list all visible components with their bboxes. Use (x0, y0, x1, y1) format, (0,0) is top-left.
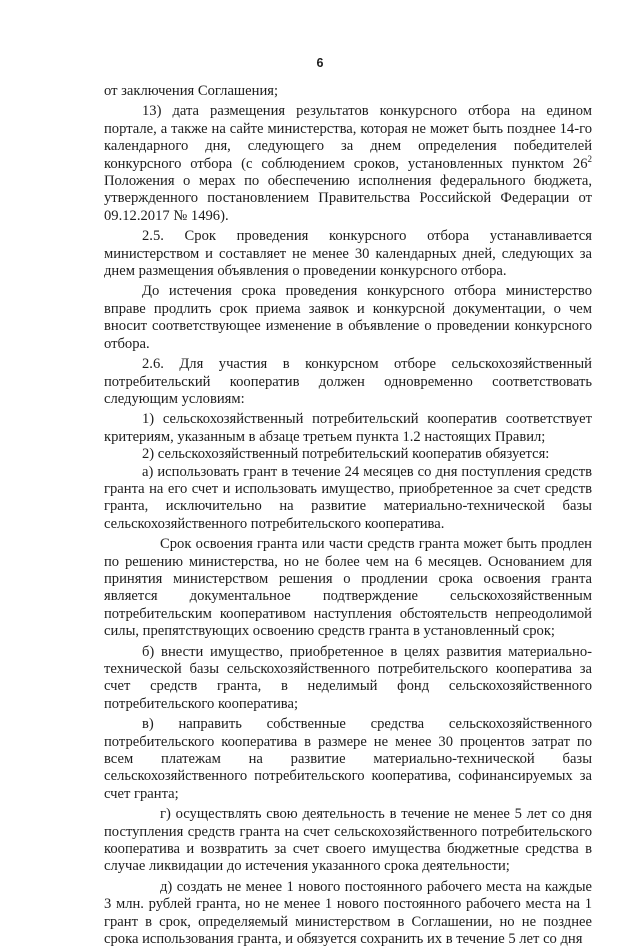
paragraph-2-6: 2.6. Для участия в конкурсном отборе сельскохозяйственный потребительский кооператив должен одновременно соответствовать следующим условиям: (104, 356, 592, 407)
paragraph-2-5: 2.5. Срок проведения конкурсного отбора устанавливается министерством и составляет не менее 30 календарных дней, следующих за днем размещения объявления о проведении конкурсного отбора. (104, 228, 592, 280)
superscript: 2 (587, 153, 592, 164)
paragraph-sub-d: д) создать не менее 1 нового постоянного рабочего места на каждые 3 млн. рублей гранта, но не менее 1 нового постоянного рабочего места на 1 грант в срок, определяемый министерством в Соглашении, но не позднее срока использования гранта, и обязуется сохранить их в течение 5 лет со дня (104, 878, 592, 948)
paragraph-item-13: 13) дата размещения результатов конкурсного отбора на едином портале, а также на сайте министерства, которая не может быть позднее 14-го календарного дня, следующего за днем определения победителей конкурсного отбора (с соблюдением сроков, установленных пунктом $26^2$ Положения о мерах по обеспечению исполнения федерального бюджета, утвержденного постановлением Правительства Российской Федерации от 09.12.2017 № 1496). (104, 103, 592, 224)
paragraph-continuation: от заключения Соглашения; (104, 83, 279, 99)
paragraph-condition-2: 2) сельскохозяйственный потребительский кооператив обязуется: (142, 446, 550, 463)
paragraph-sub-g: г) осуществлять свою деятельность в течение не менее 5 лет со дня поступления средств гранта на счет сельскохозяйственного потребительского кооператива и возвратить за счет своего имущества бюджетные средства в случае ликвидации до истечения указанного срока деятельности; (104, 806, 592, 875)
paragraph-grant-term: Срок освоения гранта или части средств гранта может быть продлен по решению министерства, но не более чем на 6 месяцев. Основанием для принятия министерством решения о продлении срока освоения гранта является документальное подтверждение сельскохозяйственным потребительским кооперативом наступления обстоятельств непреодолимой силы, препятствующих освоению средств гранта в установленный срок; (104, 536, 592, 640)
paragraph-sub-b: б) внести имущество, приобретенное в целях развития материально-технической базы сельскохозяйственного потребительского кооператива за счет средств гранта, в неделимый фонд сельскохозяйственного потребительского кооператива; (104, 643, 592, 712)
paragraph-extension: До истечения срока проведения конкурсного отбора министерство вправе продлить срок приема заявок и конкурсной документации, о чем вносит соответствующее изменение в объявление о проведении конкурсного отбора. (104, 283, 592, 352)
document-body (104, 83, 592, 949)
paragraph-condition-1: 1) сельскохозяйственный потребительский кооператив соответствует критериям, указанным в абзаце третьем пункта 1.2 настоящих Правил; (104, 411, 592, 445)
paragraph-sub-v: в) направить собственные средства сельскохозяйственного потребительского кооператива в размере не менее 30 процентов затрат по всем платежам на развитие материально-технической базы сельскохозяйственного потребительского кооператива, софинансируемых за счет гранта; (104, 716, 592, 802)
page-number: 6 (316, 56, 324, 70)
paragraph-sub-a: а) использовать грант в течение 24 месяцев со дня поступления средств гранта на его счет и использовать имущество, приобретенное за счет средств гранта, исключительно на развитие материально-технической базы сельскохозяйственного потребительского кооператива. (104, 463, 592, 532)
